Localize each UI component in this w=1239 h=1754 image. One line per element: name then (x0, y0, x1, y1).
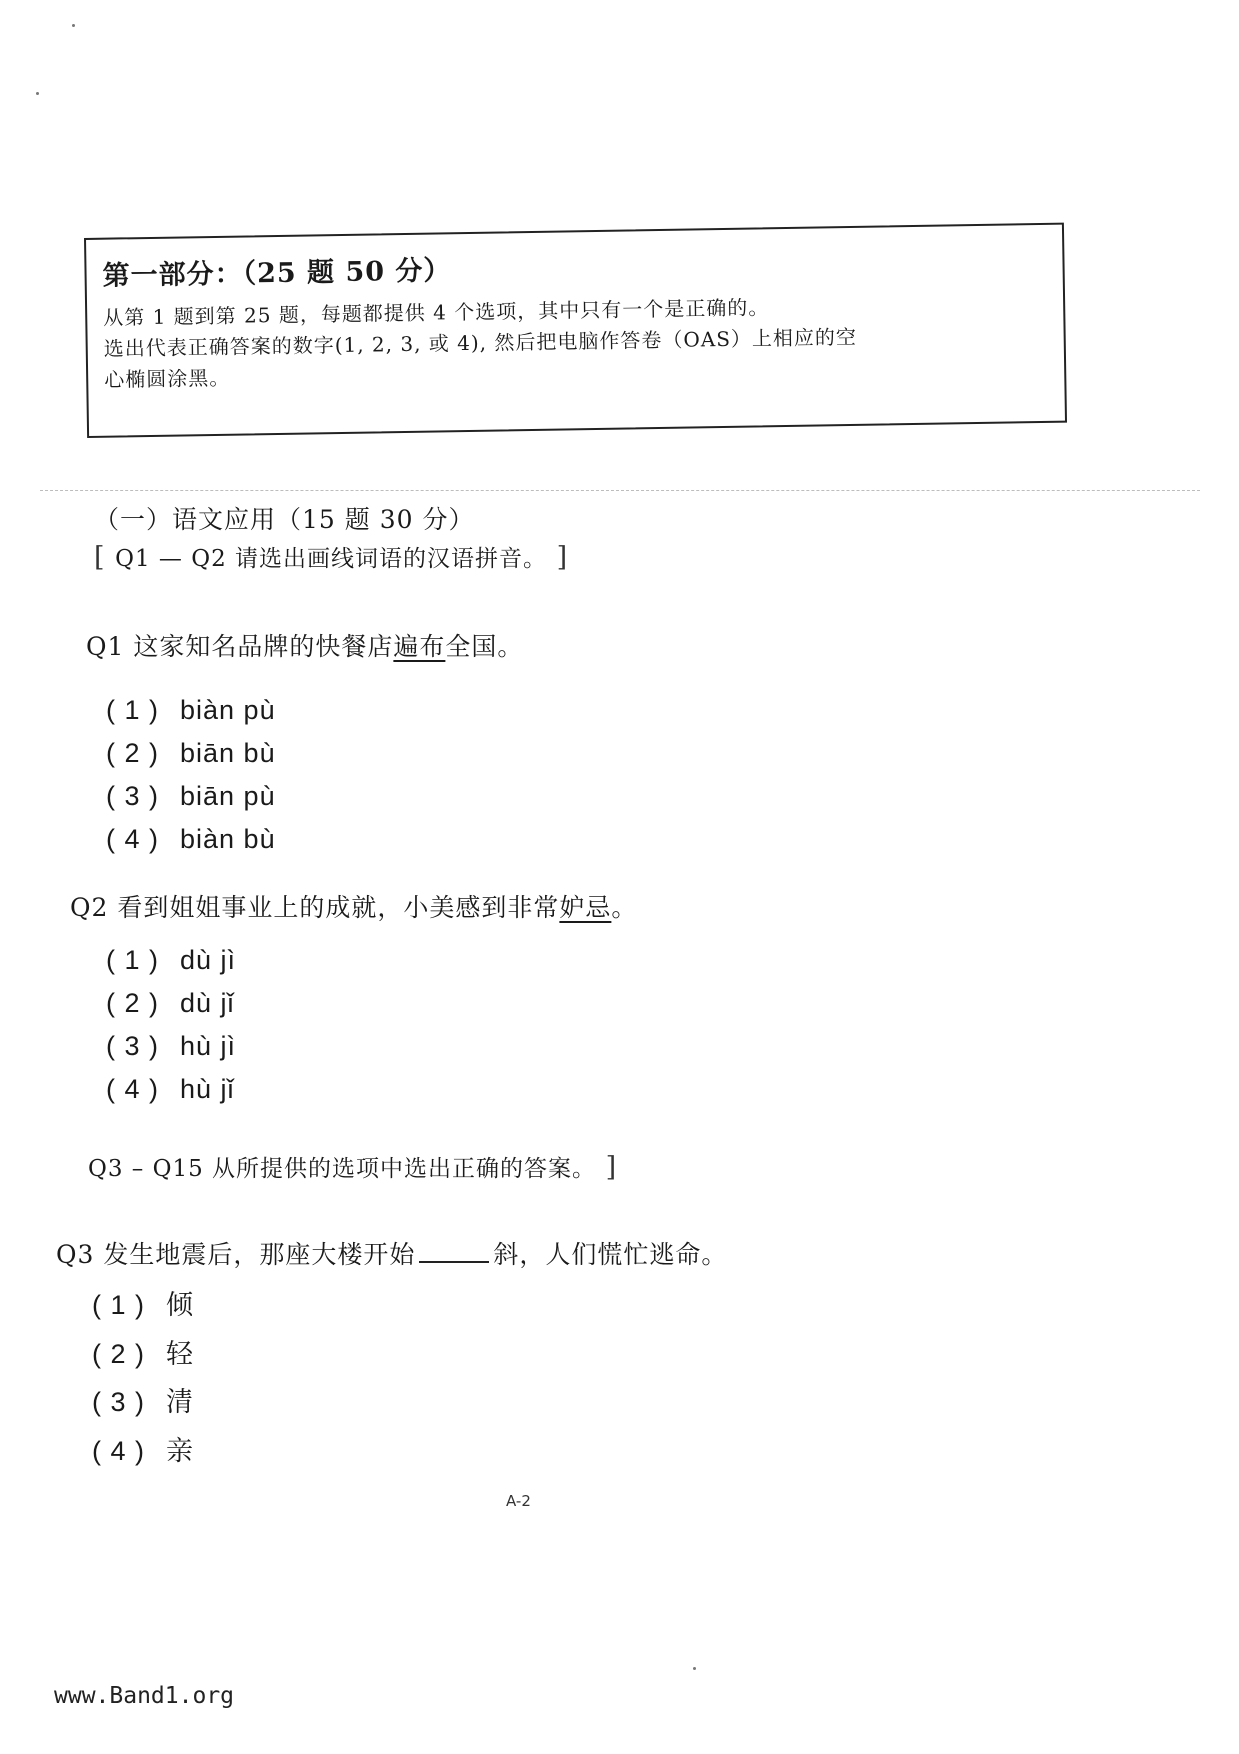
option-text: 清 (166, 1387, 194, 1417)
question-text-after: 。 (611, 893, 638, 922)
question-text-before: 这家知名品牌的快餐店 (133, 632, 394, 661)
question-text-after: 斜，人们慌忙逃命。 (493, 1240, 728, 1269)
scan-speck (693, 1667, 696, 1670)
instruction-line: 心椭圆涂黑。 (104, 365, 231, 392)
option-marker: ( 2 ) (106, 988, 160, 1018)
q3-option-1 (92, 1283, 194, 1322)
option-text: 倾 (166, 1290, 194, 1320)
question-text-before: 看到姐姐事业上的成就，小美感到非常 (117, 893, 560, 922)
option-text: dù jì (180, 945, 237, 975)
question-q2 (70, 888, 637, 924)
q3-option-3 (92, 1380, 194, 1419)
q1-option-3 (106, 781, 276, 812)
question-text-after: 全国。 (445, 632, 524, 661)
option-marker: ( 2 ) (106, 738, 160, 768)
question-text-before: 发生地震后，那座大楼开始 (103, 1240, 416, 1269)
q2-option-3 (106, 1031, 236, 1062)
question-number: Q3 (56, 1240, 95, 1269)
footer-url[interactable]: www.Band1.org (50, 1683, 238, 1709)
option-text: biàn bù (180, 824, 276, 854)
option-marker: ( 4 ) (92, 1436, 146, 1466)
option-marker: ( 4 ) (106, 1074, 160, 1104)
underlined-word: 妒忌 (559, 893, 612, 922)
instruction-line: 从第 1 题到第 25 题，每题都提供 4 个选项，其中只有一个是正确的。 (103, 295, 770, 330)
dashed-divider (40, 490, 1200, 491)
question-number: Q1 (86, 632, 125, 661)
option-text: hù jǐ (180, 1074, 235, 1104)
section-title: （一）语文应用（15 题 30 分） (94, 505, 475, 534)
option-text: hù jì (180, 1031, 237, 1061)
option-marker: ( 2 ) (92, 1339, 146, 1369)
option-marker: ( 1 ) (92, 1290, 146, 1320)
underlined-word: 遍布 (393, 632, 446, 661)
part-one-instruction-box (84, 223, 1067, 438)
instruction-q3-q15-text: Q3 – Q15 从所提供的选项中选出正确的答案。 (88, 1156, 597, 1182)
instruction-q1-q2: [ Q1 — Q2 请选出画线词语的汉语拼音。 ] (94, 542, 569, 573)
q3-option-4 (92, 1429, 194, 1468)
instruction-line: 选出代表正确答案的数字(1, 2, 3, 或 4), 然后把电脑作答卷（OAS）上相应的空 (103, 324, 858, 361)
option-text: dù jǐ (180, 988, 235, 1018)
scan-speck (36, 92, 39, 95)
option-marker: ( 4 ) (106, 824, 160, 854)
option-marker: ( 1 ) (106, 695, 160, 725)
q1-option-2 (106, 738, 276, 769)
question-number: Q2 (70, 893, 109, 922)
option-text: biàn pù (180, 695, 276, 725)
q2-option-4 (106, 1074, 235, 1105)
part-one-heading: 第一部分：（25 题 50 分） (102, 255, 452, 292)
option-text: biān pù (180, 781, 276, 811)
option-marker: ( 1 ) (106, 945, 160, 975)
q2-option-2 (106, 988, 235, 1019)
scan-speck (72, 24, 75, 27)
instruction-q1-q2-text: Q1 — Q2 请选出画线词语的汉语拼音。 (115, 546, 548, 572)
option-marker: ( 3 ) (106, 781, 160, 811)
option-marker: ( 3 ) (106, 1031, 160, 1061)
page-number: A-2 (506, 1492, 531, 1510)
option-text: 亲 (166, 1436, 194, 1466)
q1-option-1 (106, 695, 276, 726)
q3-option-2 (92, 1332, 194, 1371)
instruction-q3-q15: Q3 – Q15 从所提供的选项中选出正确的答案。 ] (88, 1152, 618, 1183)
q2-option-1 (106, 945, 236, 976)
option-marker: ( 3 ) (92, 1387, 146, 1417)
answer-blank (419, 1239, 489, 1263)
option-text: biān bù (180, 738, 276, 768)
question-q1 (86, 627, 523, 663)
q1-option-4 (106, 824, 276, 855)
option-text: 轻 (166, 1339, 194, 1369)
question-q3 (56, 1235, 727, 1271)
